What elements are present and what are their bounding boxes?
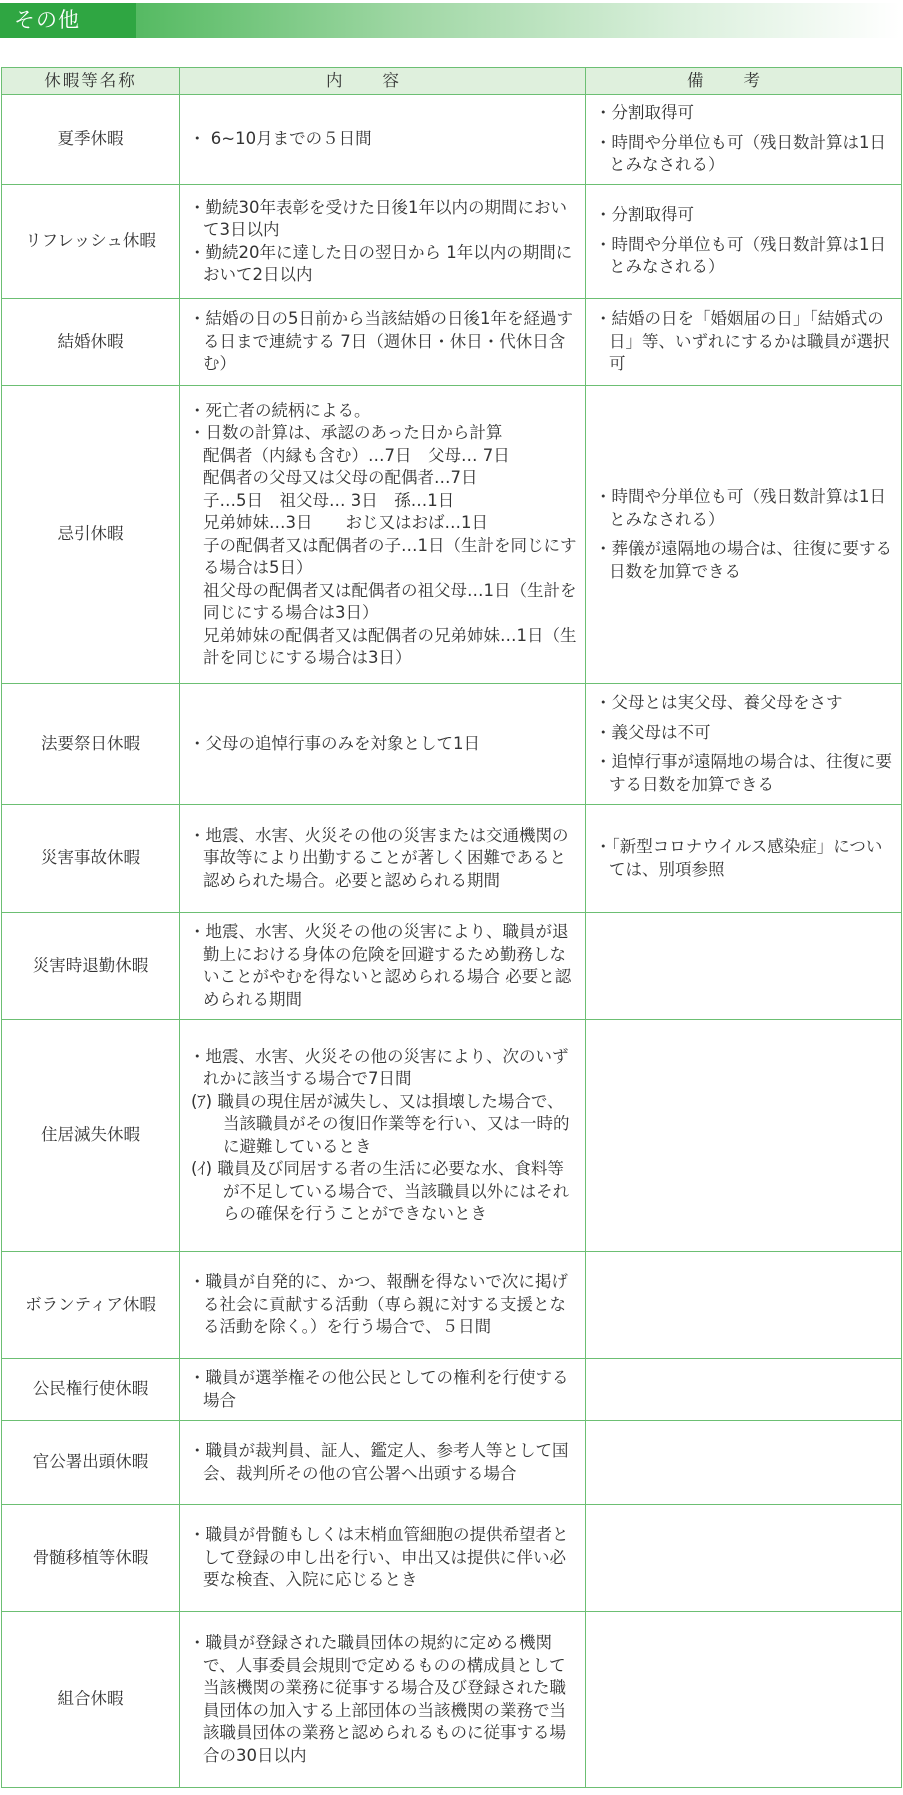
table-row (2, 913, 902, 1020)
remark-item: ・時間や分単位も可（残日数計算は1日とみなされる） (595, 132, 886, 175)
leave-content (180, 1612, 586, 1788)
content-item: 子…5日 祖父母… 3日 孫…1日 (203, 490, 455, 510)
leave-content (180, 299, 586, 386)
leave-content (180, 185, 586, 299)
table-row (2, 95, 902, 185)
content-item: 配偶者（内縁も含む）…7日 父母… 7日 (203, 445, 510, 465)
leave-remarks (586, 95, 902, 185)
leave-content (180, 1359, 586, 1421)
leave-table (1, 67, 902, 1788)
leave-name: 忌引休暇 (2, 386, 180, 684)
content-item: ・地震、水害、火災その他の災害または交通機関の事故等により出勤することが著しく困難であると認められた場合。必要と認められる期間 (189, 825, 569, 890)
content-item: ・父母の追悼行事のみを対象として1日 (189, 733, 480, 753)
header-name: 休暇等名称 (2, 68, 180, 95)
leave-name: 公民権行使休暇 (2, 1359, 180, 1421)
content-item: ・結婚の日の5日前から当該結婚の日後1年を経過する日まで連続する 7日（週休日・休日・代休日含む） (189, 309, 573, 374)
leave-name: 災害時退勤休暇 (2, 913, 180, 1020)
remark-item: ・父母とは実父母、養父母をさす (595, 693, 843, 712)
content-item: (ｲ) 職員及び同居する者の生活に必要な水、食料等が不足している場合で、当該職員以外にはそれらの確保を行うことができないとき (191, 1159, 570, 1223)
leave-content (180, 805, 586, 913)
content-item: 祖父母の配偶者又は配偶者の祖父母…1日（生計を同じにする場合は3日） (203, 580, 577, 622)
table-header-row (2, 68, 902, 95)
leave-remarks (586, 1359, 902, 1421)
remark-item: ・結婚の日を「婚姻届の日」「結婚式の日」等、いずれにするかは職員が選択可 (595, 309, 890, 374)
leave-name: 住居滅失休暇 (2, 1020, 180, 1252)
content-item: ・職員が選挙権その他公民としての権利を行使する場合 (189, 1368, 569, 1410)
leave-name: 組合休暇 (2, 1612, 180, 1788)
remark-item: ・時間や分単位も可（残日数計算は1日とみなされる） (595, 234, 886, 277)
table-row (2, 1359, 902, 1421)
leave-name: 結婚休暇 (2, 299, 180, 386)
leave-remarks (586, 1252, 902, 1359)
content-item: ・勤続20年に達した日の翌日から 1年以内の期間において2日以内 (189, 242, 573, 284)
leave-content (180, 1020, 586, 1252)
content-item: 兄弟姉妹…3日 おじ又はおば…1日 (203, 513, 488, 532)
table-row (2, 1612, 902, 1788)
leave-name: 官公署出頭休暇 (2, 1421, 180, 1505)
content-item: ・ 6~10月までの５日間 (189, 129, 372, 149)
leave-name: 法要祭日休暇 (2, 684, 180, 805)
table-row (2, 1252, 902, 1359)
content-item: ・勤続30年表彰を受けた日後1年以内の期間において3日以内 (189, 197, 567, 239)
content-item: ・地震、水害、火災その他の災害により、職員が退勤上における身体の危険を回避するため勤務しないことがやむを得ないと認められる場合 必要と認められる期間 (189, 922, 572, 1009)
table-row (2, 1020, 902, 1252)
leave-remarks (586, 1421, 902, 1505)
content-item: 配偶者の父母又は父母の配偶者…7日 (203, 468, 478, 487)
content-item: ・日数の計算は、承認のあった日から計算 (189, 423, 503, 442)
leave-remarks (586, 1612, 902, 1788)
remark-item: ・「新型コロナウイルス感染症」については、別項参照 (595, 837, 883, 879)
content-item: ・地震、水害、火災その他の災害により、次のいずれかに該当する場合で7日間 (189, 1046, 569, 1088)
content-item: 兄弟姉妹の配偶者又は配偶者の兄弟姉妹…1日（生計を同じにする場合は3日） (203, 625, 577, 667)
leave-name: 夏季休暇 (2, 95, 180, 185)
leave-remarks (586, 805, 902, 913)
leave-content (180, 1252, 586, 1359)
leave-content (180, 684, 586, 805)
content-item: ・職員が裁判員、証人、鑑定人、参考人等として国会、裁判所その他の官公署へ出頭する場合 (189, 1441, 569, 1483)
table-row (2, 684, 902, 805)
content-item: 子の配偶者又は配偶者の子…1日（生計を同じにする場合は5日） (203, 535, 577, 577)
leave-content (180, 1505, 586, 1612)
leave-content (180, 1421, 586, 1505)
content-item: (ｱ) 職員の現住居が滅失し、又は損壊した場合で、当該職員がその復旧作業等を行い、又は一時的に避難しているとき (191, 1091, 570, 1156)
header-content: 内容 (180, 68, 586, 95)
table-row (2, 386, 902, 684)
header-remarks: 備考 (586, 68, 902, 95)
table-row (2, 299, 902, 386)
content-item: ・職員が骨髄もしくは末梢血管細胞の提供希望者として登録の申し出を行い、申出又は提供に伴い必要な検査、入院に応じるとき (189, 1525, 569, 1590)
leave-name: リフレッシュ休暇 (2, 185, 180, 299)
leave-content (180, 95, 586, 185)
leave-remarks (586, 1020, 902, 1252)
leave-content (180, 913, 586, 1020)
leave-name: 災害事故休暇 (2, 805, 180, 913)
section-title: その他 (0, 3, 136, 38)
content-item: ・死亡者の続柄による。 (189, 400, 371, 420)
table-row (2, 1505, 902, 1612)
table-row (2, 1421, 902, 1505)
leave-remarks (586, 684, 902, 805)
leave-remarks (586, 185, 902, 299)
leave-name: 骨髄移植等休暇 (2, 1505, 180, 1612)
leave-content (180, 386, 586, 684)
section-header-band (0, 3, 900, 38)
leave-name: ボランティア休暇 (2, 1252, 180, 1359)
table-row (2, 185, 902, 299)
remark-item: ・義父母は不可 (595, 722, 711, 742)
content-item: ・職員が自発的に、かつ、報酬を得ないで次に掲げる社会に貢献する活動（専ら親に対する支援となる活動を除く。）を行う場合で、５日間 (189, 1272, 568, 1337)
remark-item: ・葬儀が遠隔地の場合は、往復に要する日数を加算できる (595, 539, 892, 581)
remark-item: ・分割取得可 (595, 205, 694, 225)
table-row (2, 805, 902, 913)
remark-item: ・追悼行事が遠隔地の場合は、往復に要する日数を加算できる (595, 752, 892, 794)
remark-item: ・分割取得可 (595, 103, 694, 123)
content-item: ・職員が登録された職員団体の規約に定める機関で、人事委員会規則で定めるものの構成員として当該機関の業務に従事する場合及び登録された職員団体の加入する上部団体の当該機関の業務で当該職員団体の業務と認められるものに従事する場合の30日以内 (189, 1633, 566, 1765)
leave-remarks (586, 1505, 902, 1612)
leave-remarks (586, 386, 902, 684)
leave-remarks (586, 913, 902, 1020)
remark-item: ・時間や分単位も可（残日数計算は1日とみなされる） (595, 487, 886, 529)
leave-remarks (586, 299, 902, 386)
